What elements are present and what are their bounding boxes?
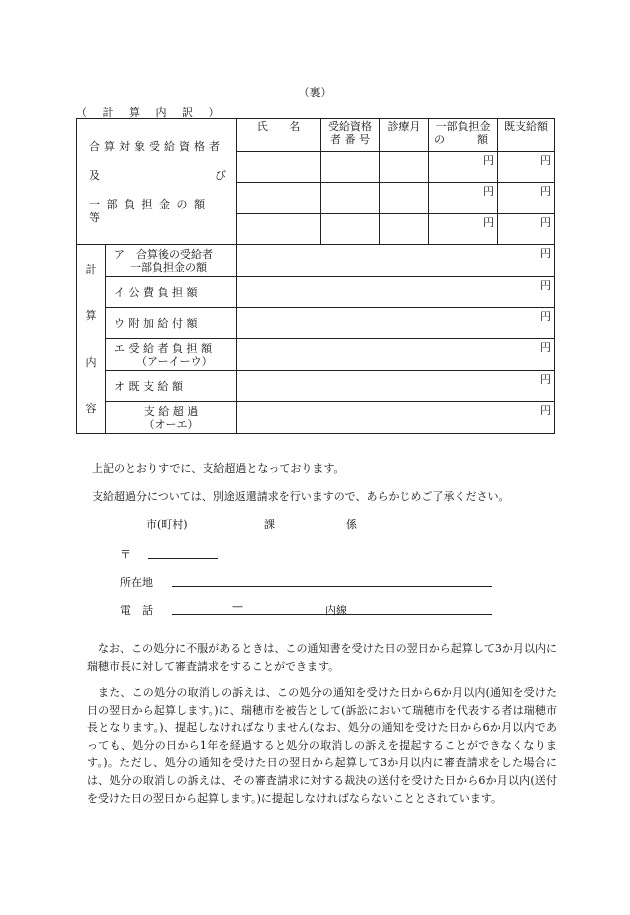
calc-value-f: 円 [237,402,555,434]
office-unit: 係 [346,518,357,531]
phone-extension: 内線 [325,604,347,617]
calc-value-e: 円 [237,371,555,402]
office-section: 課 [264,518,275,531]
postal-mark: 〒 [120,548,131,561]
postal-code-line [148,558,218,559]
entry-name-cell [237,152,321,183]
statement-refund: 支給超過分については、別途返還請求を行いますので、あらかじめご了承ください。 [92,490,510,503]
calc-row [77,245,555,277]
calc-label-e: オ 既 支 給 額 [106,371,237,402]
entry-name-cell [237,214,321,245]
calc-label-f: 支 給 超 過 （オーエ） [106,402,237,434]
calc-value-c: 円 [237,308,555,339]
calc-value-b: 円 [237,277,555,308]
col-header-treatment-month: 診療月 [380,119,429,152]
calc-label-a: ア 合算後の受給者 一部負担金の額 [106,245,237,277]
col-header-copayment: 一部負担金 の 額 [429,119,498,152]
calc-row [77,339,555,371]
office-city: 市(町村) [146,518,188,531]
entry-copay-yen: 円 [429,214,498,245]
calc-row [77,371,555,402]
notice-lawsuit-paragraph: また、この処分の取消しの訴えは、この処分の通知を受けた日から6か月以内(通知を受けた日の翌日から起算します。)に、瑞穂市を被告として(訴訟において瑞穂市を代表する者は瑞穂市長となります。)、提起しなければなりません(なお、処分の通知を受けた日から6か月以内であっても、処分の日から1年を経過すると処分の取消しの訴えを提起することができなくなります。)。ただし、処分の通知を受けた日の翌日から起算して3か月以内に審査請求をした場合には、処分の取消しの訴えは、その審査請求に対する裁決の送付を受けた日から6か月以内(送付を受けた日の翌日から起算します。)に提起しなければならないこととされています。 [87,686,557,805]
calc-row [77,308,555,339]
entry-month-cell [380,152,429,183]
entry-certificate-cell [321,183,380,214]
address-label: 所在地 [120,576,153,589]
calc-value-a: 円 [237,245,555,277]
calc-group-label: 計 算 内 容 [77,245,106,434]
entry-copay-yen: 円 [429,183,498,214]
entry-month-cell [380,214,429,245]
phone-dash: — [232,600,243,613]
entry-month-cell [380,183,429,214]
recipient-header-line1: 合算対象受給資格者 [89,139,224,153]
recipient-header-line2: 及 び [89,168,226,182]
col-header-certificate-number: 受給資格 者 番 号 [321,119,380,152]
address-line [172,586,492,587]
entry-paid-yen: 円 [498,214,555,245]
page-side-label: （裏） [298,86,332,99]
col-header-name: 氏 名 [237,119,321,152]
calculation-table [76,118,555,434]
entry-name-cell [237,183,321,214]
notice-appeal-paragraph: なお、この処分に不服があるときは、この通知書を受けた日の翌日から起算して3か月以内に瑞穂市長に対して審査請求をすることができます。 [87,642,557,673]
recipient-header-cell [77,119,237,245]
statement-overpayment: 上記のとおりすでに、支給超過となっております。 [92,462,345,475]
calc-row [77,402,555,434]
col-header-already-paid: 既支給額 [498,119,555,152]
phone-label: 電 話 [120,604,153,617]
entry-copay-yen: 円 [429,152,498,183]
recipient-header-line3: 一部負担金の額等 [89,197,212,224]
calc-value-d: 円 [237,339,555,371]
calc-label-d: エ 受 給 者 負 担 額 （アーイーウ） [106,339,237,371]
section-title: （ 計 算 内 訳 ） [76,106,226,119]
entry-paid-yen: 円 [498,183,555,214]
calc-label-b: イ 公 費 負 担 額 [106,277,237,308]
calc-row [77,277,555,308]
entry-certificate-cell [321,152,380,183]
entry-certificate-cell [321,214,380,245]
calc-label-c: ウ 附 加 給 付 額 [106,308,237,339]
entry-paid-yen: 円 [498,152,555,183]
